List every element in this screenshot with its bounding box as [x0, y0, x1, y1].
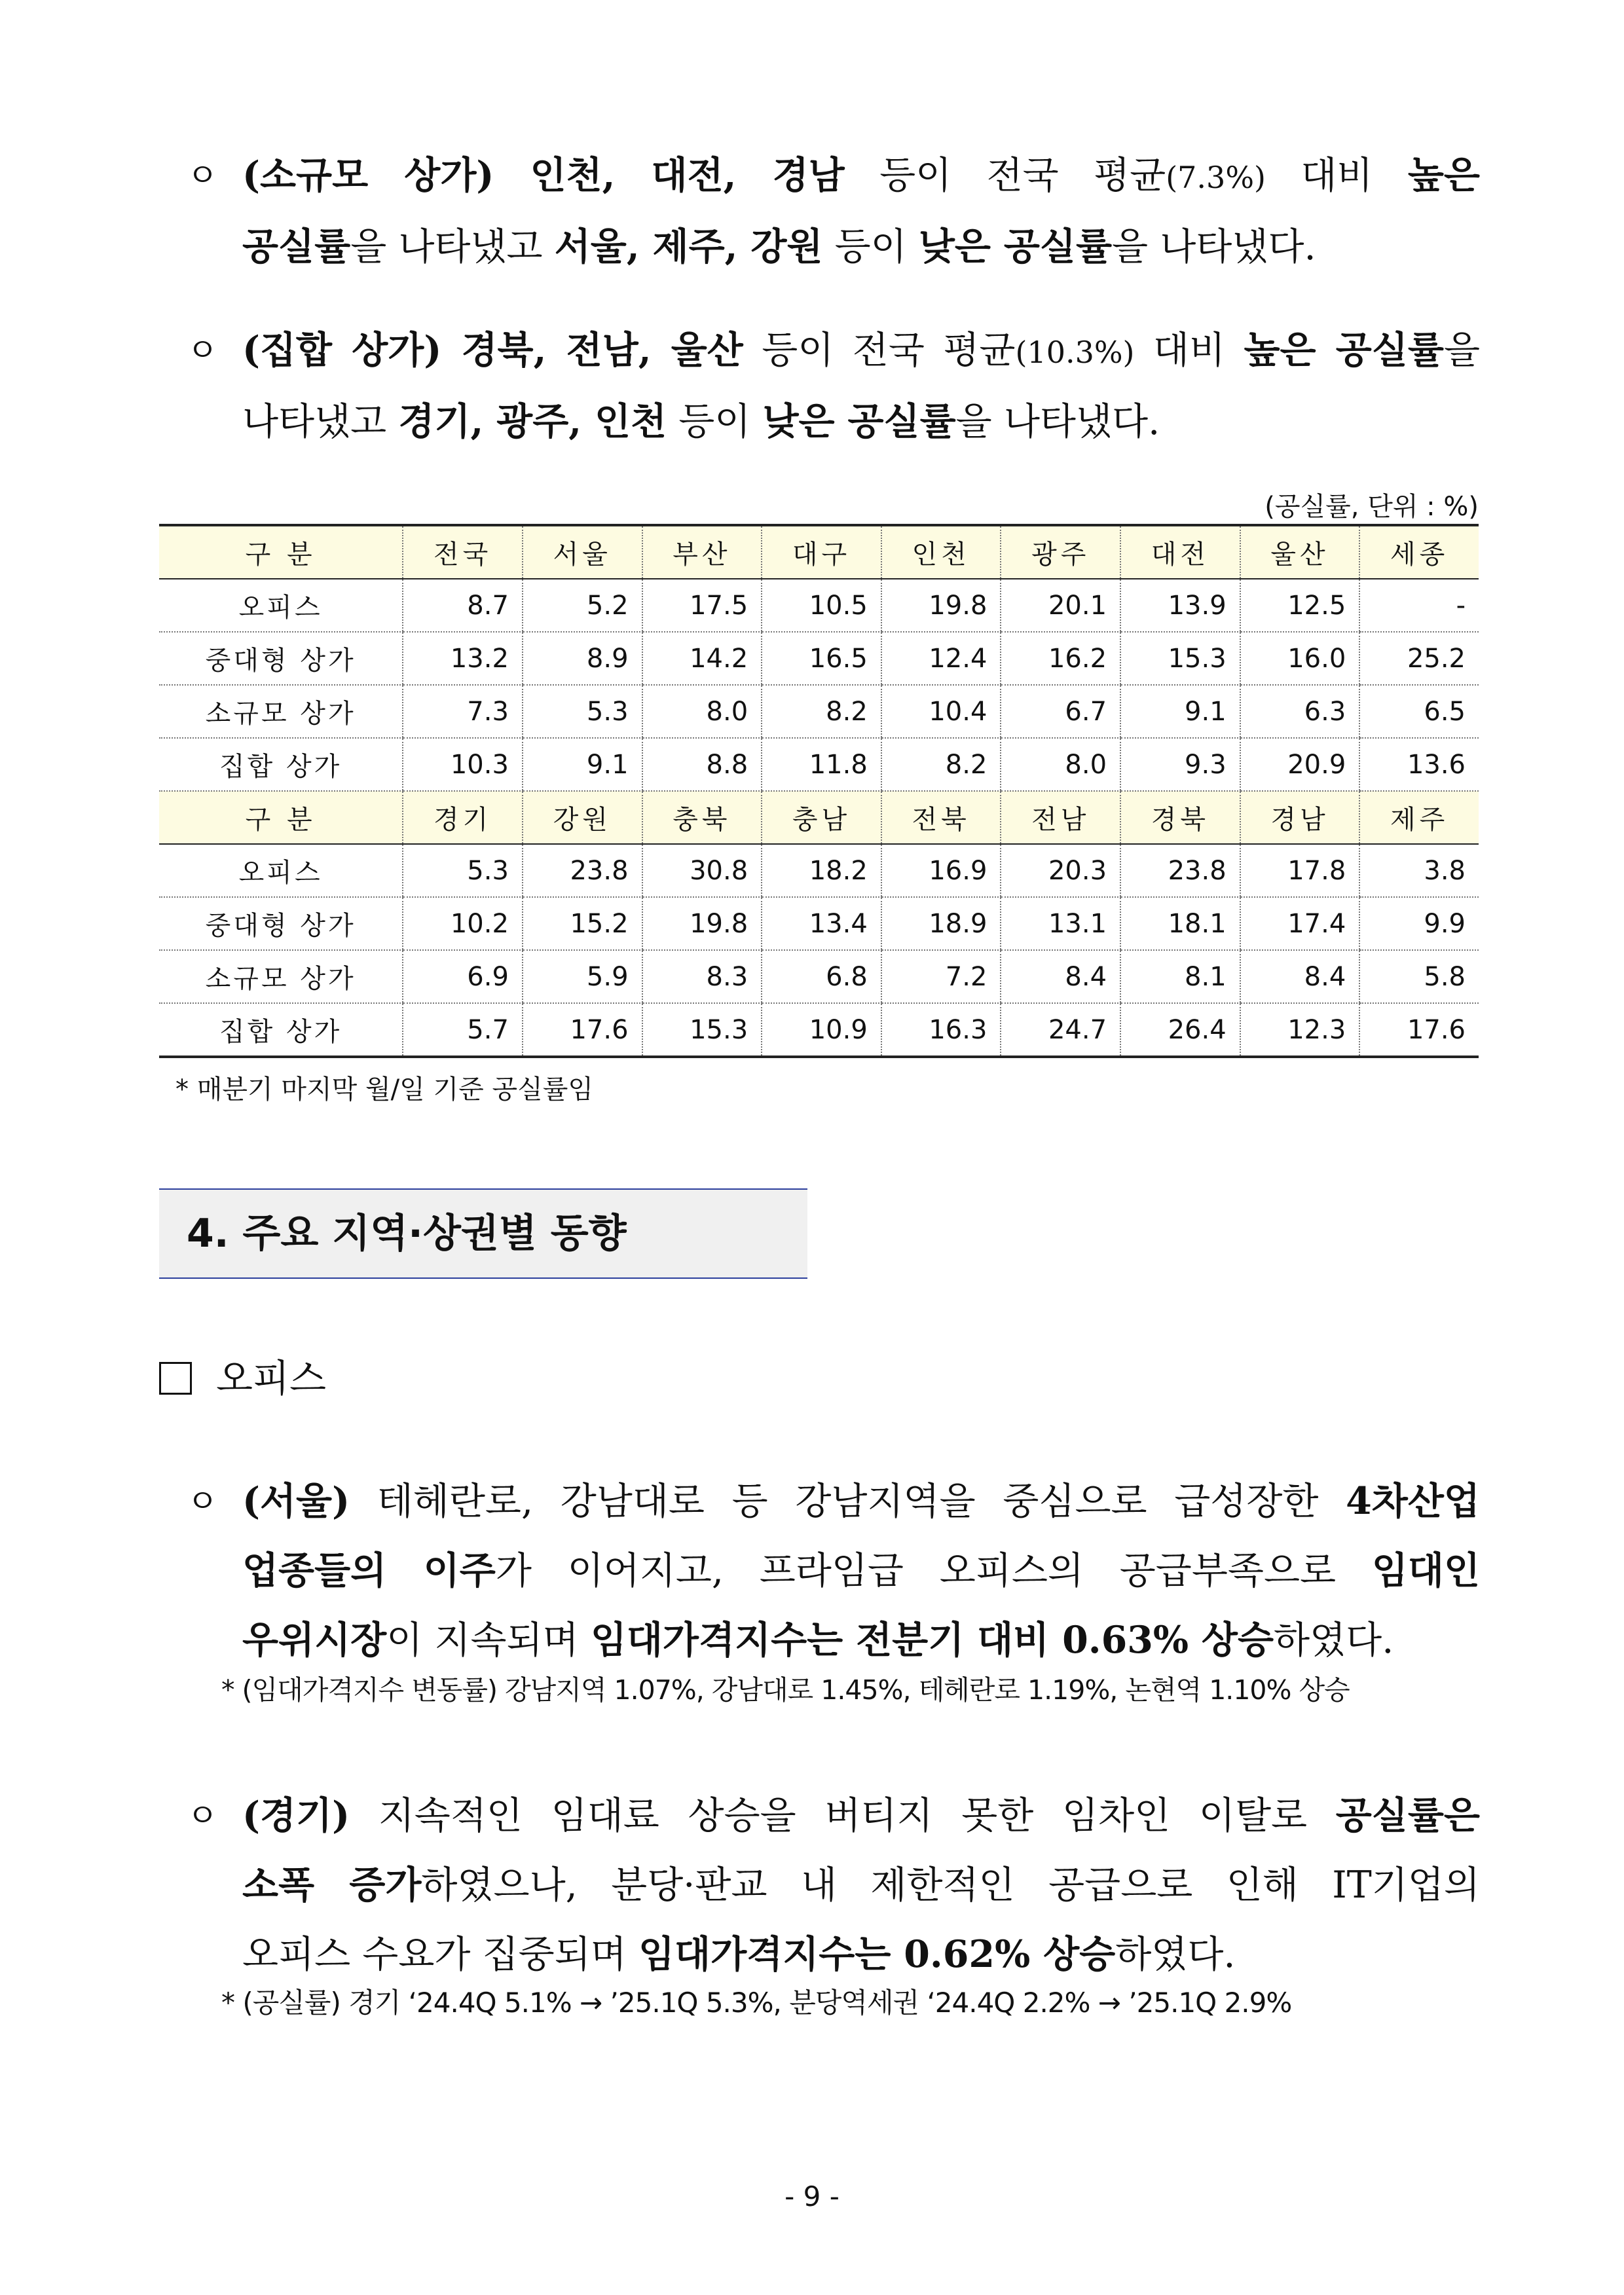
- table-cell: 6.9: [403, 950, 523, 1003]
- text-span: (집합 상가) 경북, 전남, 울산: [242, 328, 743, 372]
- table-cell: 6.5: [1359, 685, 1479, 738]
- text-span: 지속적인 임대료 상승을 버티지 못한 임차인 이탈로: [350, 1794, 1336, 1837]
- table-cell: 23.8: [523, 844, 642, 897]
- table-cell: 8.9: [523, 632, 642, 685]
- table-cell: -: [1359, 579, 1479, 632]
- table-cell: 8.2: [762, 685, 881, 738]
- text-span: 등이: [822, 225, 919, 268]
- table-unit-label: (공실률, 단위 : %): [1264, 492, 1479, 522]
- table-cell: 17.6: [1359, 1003, 1479, 1057]
- row-label: 집합 상가: [159, 1003, 403, 1057]
- table-cell: 5.3: [403, 844, 523, 897]
- table-cell: 5.9: [523, 950, 642, 1003]
- text-span: (소규모 상가) 인천, 대전, 경남: [242, 153, 845, 197]
- table-cell: 18.2: [762, 844, 881, 897]
- table-cell: 6.3: [1240, 685, 1360, 738]
- bullet-marker: ㅇ: [187, 331, 219, 369]
- table-cell: 17.8: [1240, 844, 1360, 897]
- table-cell: 10.2: [403, 897, 523, 950]
- text-span: 낮은 공실률: [918, 225, 1113, 268]
- text-span: 낮은 공실률: [762, 399, 956, 443]
- bullet-marker: ㅇ: [187, 1482, 219, 1520]
- table-footnote: * 매분기 마지막 월/일 기준 공실률임: [175, 1074, 594, 1105]
- table-cell: 12.4: [881, 632, 1001, 685]
- table-cell: 18.1: [1120, 897, 1240, 950]
- text-span: 가 이어지고, 프라임급 오피스의 공급부족으로: [495, 1549, 1372, 1592]
- table-cell: 9.1: [523, 738, 642, 791]
- row-label: 오피스: [159, 844, 403, 897]
- table-cell: 20.1: [1001, 579, 1120, 632]
- table-cell: 17.5: [642, 579, 762, 632]
- text-span: 임대가격지수는 전분기 대비 0.63% 상승: [590, 1618, 1274, 1662]
- table-cell: 5.7: [403, 1003, 523, 1057]
- bullet-marker: ㅇ: [187, 156, 219, 194]
- text-span: 공실률은: [1335, 1793, 1480, 1837]
- table-row: [159, 685, 1479, 738]
- text-span: 을: [1443, 329, 1481, 372]
- table-header-cell: 울산: [1240, 525, 1360, 579]
- table-cell: 10.4: [881, 685, 1001, 738]
- table-header-cell: 전북: [881, 791, 1001, 844]
- table-cell: 9.3: [1120, 738, 1240, 791]
- table-header-cell: 대구: [762, 525, 881, 579]
- table-header-cell: 인천: [881, 525, 1001, 579]
- text-span: (경기): [242, 1793, 350, 1837]
- table-cell: 8.4: [1001, 950, 1120, 1003]
- table-cell: 8.0: [1001, 738, 1120, 791]
- table-cell: 15.3: [642, 1003, 762, 1057]
- table-cell: 12.3: [1240, 1003, 1360, 1057]
- gyeonggi-footnote: * (공실률) 경기 ‘24.4Q 5.1% → ’25.1Q 5.3%, 분당역세권 ‘24.4Q 2.2% → ’25.1Q 2.9%: [221, 1987, 1292, 2019]
- table-header-cell: 경북: [1120, 791, 1240, 844]
- table-cell: 17.6: [523, 1003, 642, 1057]
- text-span: 업종들의 이주: [242, 1549, 496, 1592]
- table-header-cell: 충북: [642, 791, 762, 844]
- table-header-cell: 경기: [403, 791, 523, 844]
- text-span: 등이: [667, 400, 763, 443]
- seoul-footnote: * (임대가격지수 변동률) 강남지역 1.07%, 강남대로 1.45%, 테헤란로 1.19%, 논현역 1.10% 상승: [221, 1674, 1350, 1706]
- text-span: 대비: [1134, 329, 1244, 372]
- table-row: [159, 897, 1479, 950]
- table-cell: 6.7: [1001, 685, 1120, 738]
- table-cell: 10.9: [762, 1003, 881, 1057]
- table-cell: 25.2: [1359, 632, 1479, 685]
- table-header-cell: 강원: [523, 791, 642, 844]
- table-cell: 16.2: [1001, 632, 1120, 685]
- table-cell: 17.4: [1240, 897, 1360, 950]
- table-cell: 20.3: [1001, 844, 1120, 897]
- subheading-office: 오피스: [216, 1356, 327, 1401]
- table-header-cell: 구 분: [159, 525, 403, 579]
- table-cell: 9.1: [1120, 685, 1240, 738]
- text-span: 우위시장: [242, 1618, 387, 1662]
- row-label: 소규모 상가: [159, 950, 403, 1003]
- table-cell: 13.2: [403, 632, 523, 685]
- table-cell: 15.2: [523, 897, 642, 950]
- table-cell: 13.4: [762, 897, 881, 950]
- text-span: 하였으나, 분당·판교 내 제한적인 공급으로 인해 IT기업의: [421, 1864, 1480, 1907]
- section-heading: 4. 주요 지역·상권별 동향: [159, 1188, 807, 1279]
- text-span: 하였다.: [1115, 1933, 1236, 1976]
- text-span: 높은: [1407, 153, 1480, 197]
- table-header-cell: 경남: [1240, 791, 1360, 844]
- text-span: 소폭 증가: [242, 1863, 422, 1907]
- row-label: 집합 상가: [159, 738, 403, 791]
- paragraph-small-shops: [187, 141, 1480, 282]
- table-cell: 5.8: [1359, 950, 1479, 1003]
- table-cell: 7.3: [403, 685, 523, 738]
- table-header-cell: 구 분: [159, 791, 403, 844]
- table-row: [159, 632, 1479, 685]
- table-cell: 15.3: [1120, 632, 1240, 685]
- table-cell: 20.9: [1240, 738, 1360, 791]
- row-label: 오피스: [159, 579, 403, 632]
- paragraph-gyeonggi: [187, 1781, 1480, 1989]
- table-cell: 5.3: [523, 685, 642, 738]
- paragraph-seoul: [187, 1467, 1480, 1675]
- table-cell: 8.1: [1120, 950, 1240, 1003]
- text-span: 경기, 광주, 인천: [398, 399, 667, 443]
- text-span: 서울, 제주, 강원: [554, 225, 823, 268]
- table-cell: 13.9: [1120, 579, 1240, 632]
- text-span: 을 나타냈고: [350, 225, 555, 268]
- table-header-cell: 전남: [1001, 791, 1120, 844]
- table-cell: 10.3: [403, 738, 523, 791]
- table-cell: 8.8: [642, 738, 762, 791]
- table-cell: 16.5: [762, 632, 881, 685]
- table-cell: 23.8: [1120, 844, 1240, 897]
- text-span: (7.3%): [1166, 160, 1266, 195]
- table-header-cell: 대전: [1120, 525, 1240, 579]
- table-cell: 16.9: [881, 844, 1001, 897]
- table-cell: 8.7: [403, 579, 523, 632]
- table-cell: 8.0: [642, 685, 762, 738]
- table-cell: 26.4: [1120, 1003, 1240, 1057]
- table-cell: 8.2: [881, 738, 1001, 791]
- text-span: 4차산업: [1346, 1479, 1480, 1523]
- bullet-marker: ㅇ: [187, 1797, 219, 1835]
- text-span: 하였다.: [1274, 1619, 1394, 1662]
- text-span: 임대인: [1371, 1549, 1481, 1592]
- text-span: 을 나타냈다.: [1112, 225, 1316, 268]
- table-cell: 30.8: [642, 844, 762, 897]
- table-header-cell: 충남: [762, 791, 881, 844]
- text-span: 공실률: [242, 225, 351, 268]
- table-header-cell: 세종: [1359, 525, 1479, 579]
- text-span: 테헤란로, 강남대로 등 강남지역을 중심으로 급성장한: [350, 1480, 1346, 1523]
- table-header-cell: 광주: [1001, 525, 1120, 579]
- table-header-row: [159, 525, 1479, 579]
- table-row: [159, 579, 1479, 632]
- text-span: 대비: [1265, 154, 1408, 197]
- table-cell: 12.5: [1240, 579, 1360, 632]
- table-header-row: [159, 791, 1479, 844]
- table-cell: 8.4: [1240, 950, 1360, 1003]
- table-cell: 5.2: [523, 579, 642, 632]
- table-row: [159, 844, 1479, 897]
- table-cell: 13.1: [1001, 897, 1120, 950]
- table-header-cell: 제주: [1359, 791, 1479, 844]
- table-cell: 19.8: [642, 897, 762, 950]
- text-span: 높은 공실률: [1244, 328, 1444, 372]
- text-span: 이 지속되며: [386, 1619, 591, 1662]
- table-cell: 10.5: [762, 579, 881, 632]
- table-row: [159, 738, 1479, 791]
- table-cell: 16.3: [881, 1003, 1001, 1057]
- text-span: 나타냈고: [242, 400, 399, 443]
- table-cell: 7.2: [881, 950, 1001, 1003]
- table-cell: 14.2: [642, 632, 762, 685]
- table-cell: 18.9: [881, 897, 1001, 950]
- page-number: - 9 -: [784, 2180, 840, 2212]
- table-cell: 6.8: [762, 950, 881, 1003]
- paragraph-collective-shops: [187, 316, 1480, 456]
- table-cell: 19.8: [881, 579, 1001, 632]
- table-cell: 11.8: [762, 738, 881, 791]
- text-span: 오피스 수요가 집중되며: [242, 1933, 638, 1976]
- table-header-cell: 부산: [642, 525, 762, 579]
- table-header-cell: 서울: [523, 525, 642, 579]
- table-header-cell: 전국: [403, 525, 523, 579]
- text-span: 을 나타냈다.: [955, 400, 1160, 443]
- table-cell: 16.0: [1240, 632, 1360, 685]
- checkbox-square-icon: [159, 1362, 192, 1395]
- text-span: (10.3%): [1015, 335, 1135, 370]
- row-label: 소규모 상가: [159, 685, 403, 738]
- table-cell: 9.9: [1359, 897, 1479, 950]
- vacancy-rate-table: [159, 524, 1479, 1058]
- table-cell: 3.8: [1359, 844, 1479, 897]
- text-span: (서울): [242, 1479, 350, 1523]
- text-span: 등이 전국 평균: [743, 329, 1016, 372]
- row-label: 중대형 상가: [159, 897, 403, 950]
- table-row: [159, 1003, 1479, 1057]
- table-cell: 13.6: [1359, 738, 1479, 791]
- row-label: 중대형 상가: [159, 632, 403, 685]
- table-cell: 24.7: [1001, 1003, 1120, 1057]
- text-span: 등이 전국 평균: [844, 154, 1166, 197]
- table-cell: 8.3: [642, 950, 762, 1003]
- table-row: [159, 950, 1479, 1003]
- text-span: 임대가격지수는 0.62% 상승: [638, 1932, 1116, 1976]
